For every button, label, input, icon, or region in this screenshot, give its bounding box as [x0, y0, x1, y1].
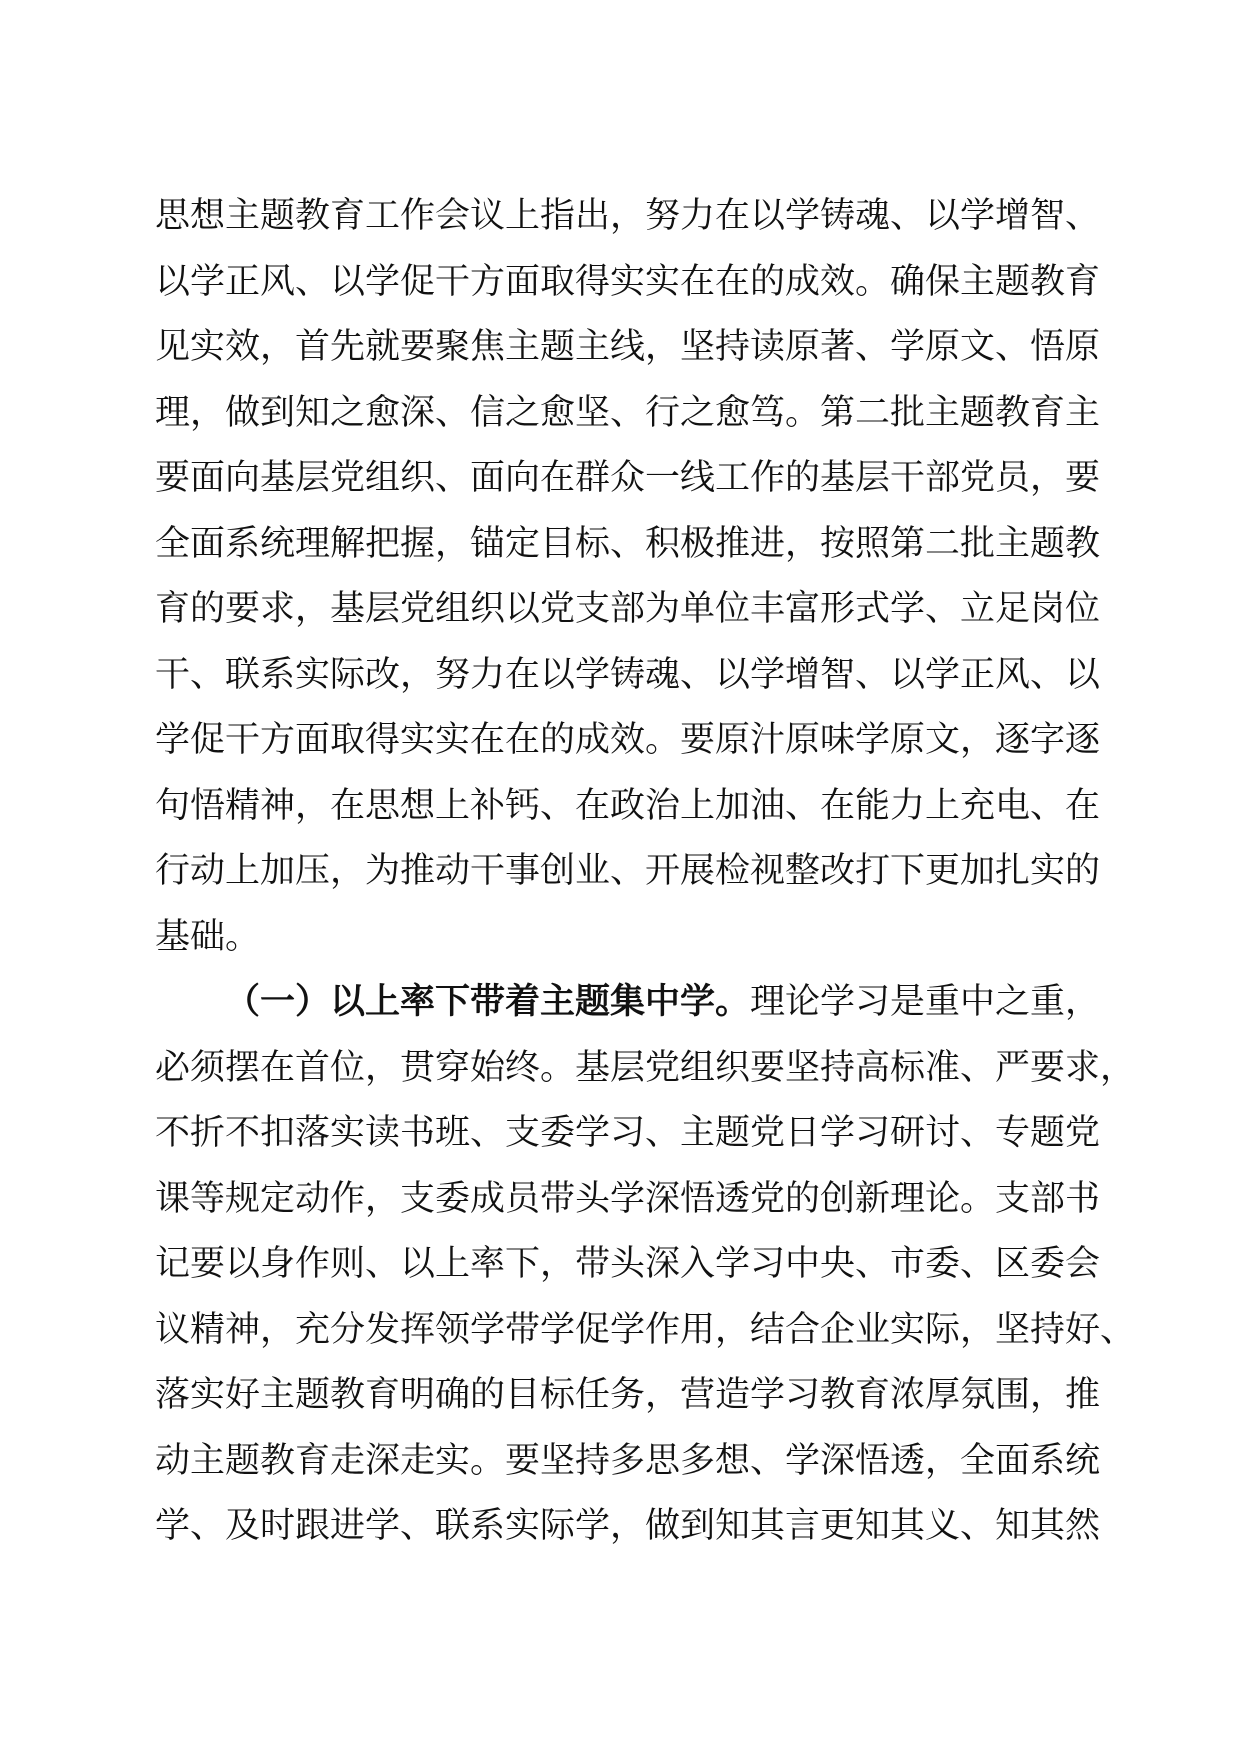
- text-line: 学、及时跟进学、联系实际学，做到知其言更知其义、知其然: [155, 1506, 1101, 1546]
- text-line: 学促干方面取得实实在在的成效。要原汁原味学原文，逐字逐: [155, 720, 1101, 760]
- text-line: 句悟精神，在思想上补钙、在政治上加油、在能力上充电、在: [155, 785, 1101, 826]
- body-text: [155, 184, 1136, 1560]
- section-heading: （一）以上率下带着主题集中学。: [225, 982, 751, 1022]
- text-line: 记要以身作则、以上率下，带头深入学习中央、市委、区委会: [155, 1244, 1101, 1284]
- text-line: 基础。: [155, 916, 261, 957]
- text-line: 要面向基层党组织、面向在群众一线工作的基层干部党员，要: [155, 458, 1101, 498]
- text-line: 思想主题教育工作会议上指出，努力在以学铸魂、以学增智、: [155, 196, 1101, 236]
- text-line: 课等规定动作，支委成员带头学深悟透党的创新理论。支部书: [155, 1178, 1101, 1219]
- text-line: 动主题教育走深走实。要坚持多思多想、学深悟透，全面系统: [155, 1440, 1101, 1481]
- text-line: 行动上加压，为推动干事创业、开展检视整改打下更加扎实的: [155, 851, 1101, 891]
- text-line: 理，做到知之愈深、信之愈坚、行之愈笃。第二批主题教育主: [155, 392, 1101, 433]
- text-line: 议精神，充分发挥领学带学促学作用，结合企业实际，坚持好、: [155, 1309, 1136, 1350]
- text-line: 全面系统理解把握，锚定目标、积极推进，按照第二批主题教: [155, 523, 1101, 564]
- text-line: 落实好主题教育明确的目标任务，营造学习教育浓厚氛围，推: [155, 1375, 1101, 1415]
- section-heading-line: [155, 970, 1101, 1036]
- text-line: 干、联系实际改，努力在以学铸魂、以学增智、以学正风、以: [155, 654, 1101, 695]
- text-line: 以学正风、以学促干方面取得实实在在的成效。确保主题教育: [155, 261, 1101, 302]
- text-line: 育的要求，基层党组织以党支部为单位丰富形式学、立足岗位: [155, 589, 1101, 629]
- section-first-line-text: 理论学习是重中之重，: [750, 982, 1101, 1022]
- text-line: 见实效，首先就要聚焦主题主线，坚持读原著、学原文、悟原: [155, 327, 1101, 367]
- text-line: 不折不扣落实读书班、支委学习、主题党日学习研讨、专题党: [155, 1113, 1101, 1153]
- text-line: 必须摆在首位，贯穿始终。基层党组织要坚持高标准、严要求，: [155, 1047, 1136, 1088]
